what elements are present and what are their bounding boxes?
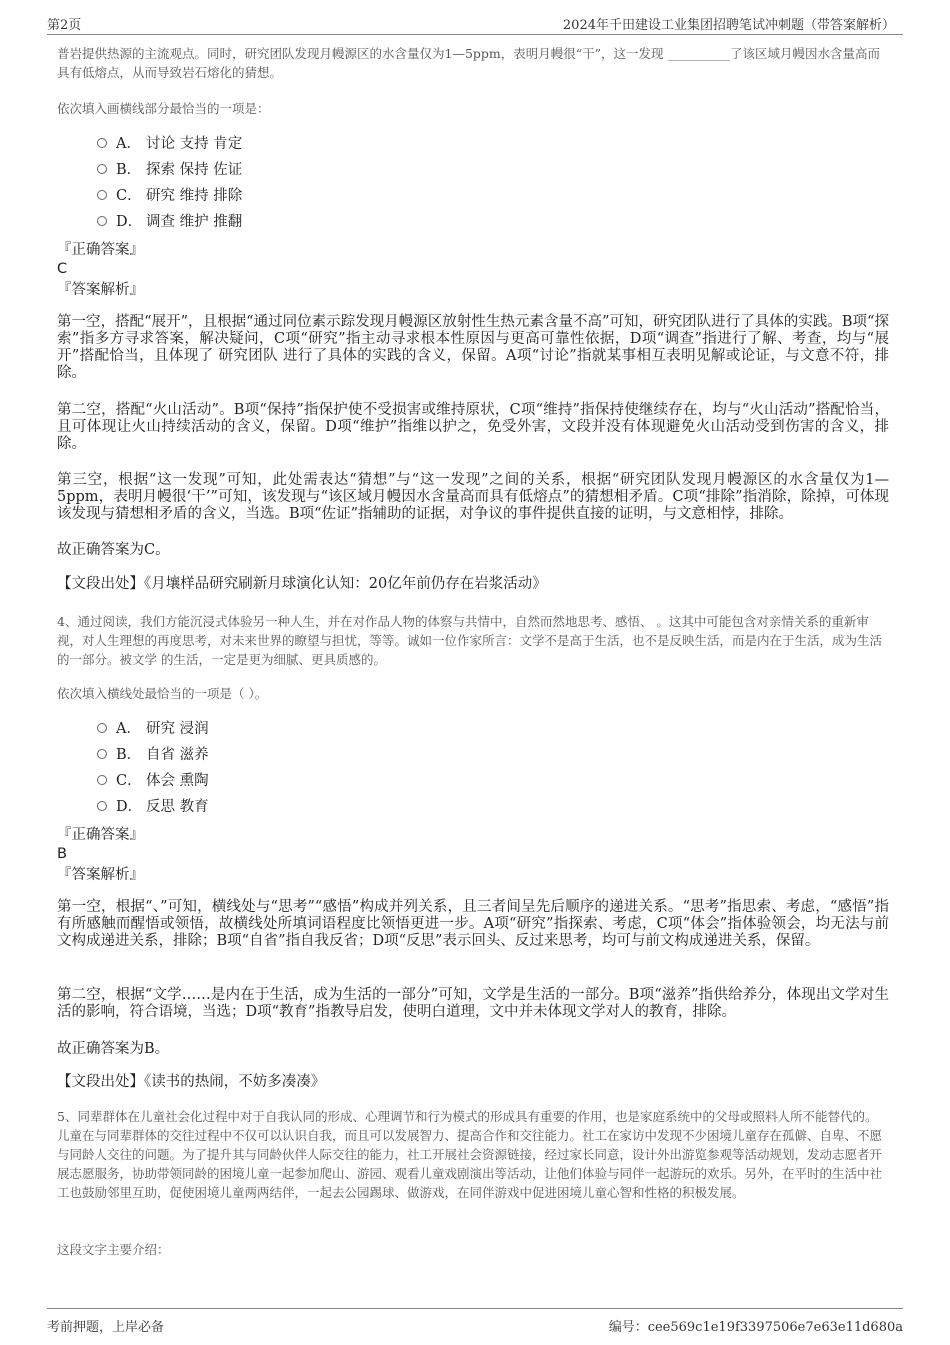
question-4-analysis-label: 『答案解析』 [57,867,144,883]
question-5-prompt: 这段文字主要介绍： [57,1242,170,1257]
page-footer [47,1308,903,1337]
question-3-option-c[interactable]: C． 研究 维持 排除 [97,186,242,206]
question-3-conclusion: 故正确答案为C。 [57,542,170,558]
question-4-source: 【文段出处】《读书的热闹，不妨多凑凑》 [57,1074,326,1090]
question-3-option-b[interactable]: B． 探索 保持 佐证 [97,160,242,180]
radio-icon[interactable] [97,723,107,733]
footer-slogan: 考前押题，上岸必备 [47,1320,165,1335]
question-3-prompt: 依次填入画横线部分最恰当的一项是： [57,101,270,116]
question-4-answer-label: 『正确答案』 [57,827,144,843]
question-4-analysis-1: 第一空，根据“、”可知，横线处与“思考”“感悟”构成并列关系，且三者间呈先后顺序的递进关系。“思考”指思索、考虑，“感悟”指有所感触而醒悟或领悟，故横线处所填词语程度比领悟更进一步。A项“研究”指探索、考虑，C项“体会”指体验领会，均无法与前文构成递进关系，排除；B项“自省”指自我反省；D项“反思”表示回头、反过来思考，均可与前文构成递进关系，保留。 [57,899,889,949]
radio-icon[interactable] [97,801,107,811]
question-3-analysis-label: 『答案解析』 [57,282,144,298]
question-4-option-d[interactable]: D． 反思 教育 [97,797,209,817]
radio-icon[interactable] [97,775,107,785]
document-code: 编号：cee569c1e19f3397506e7e63e11d680a [608,1320,903,1335]
question-4-option-b[interactable]: B． 自省 滋养 [97,745,209,765]
question-3-option-d[interactable]: D． 调查 维护 推翻 [97,212,242,232]
radio-icon[interactable] [97,749,107,759]
question-3-option-a[interactable]: A． 讨论 支持 肯定 [97,134,242,154]
question-3-analysis-3: 第三空，根据“这一发现”可知，此处需表达“猜想”与“这一发现”之间的关系，根据“研究团队发现月幔源区的水含量仅为1—5ppm，表明月幔很‘干’”可知，该发现与“该区域月幔因水含量高而具有低熔点”的猜想相矛盾。C项“排除”指消除，除掉，可体现该发现与猜想相矛盾的含义，当选。B项“佐证”指辅助的证据，对争议的事件提供直接的证明，与文意相悖，排除。 [57,472,889,522]
question-3-answer-label: 『正确答案』 [57,242,144,258]
radio-icon[interactable] [97,216,107,226]
question-3-text: 普岩提供热源的主流观点。同时，研究团队发现月幔源区的水含量仅为1—5ppm，表明月幔很“干”，这一发现 __________了该区域月幔因水含量高而具有低熔点，从而导致岩石熔化的猜想。 [57,46,881,80]
page-header [47,12,903,35]
question-4-conclusion: 故正确答案为B。 [57,1041,170,1057]
radio-icon[interactable] [97,190,107,200]
question-3-analysis-1: 第一空，搭配“展开”，且根据“通过同位素示踪发现月幔源区放射性生热元素含量不高”可知，研究团队进行了具体的实践。B项“探索”指多方寻求答案，解决疑问，C项“研究”指主动寻求根本性原因与更高可靠性依据，D项“调查”指进行了解、考查，均与“展开”搭配恰当，且体现了 研究团队 进行了具体的实践的含义，保留。A项“讨论”指就某事相互表明见解或论证，与文意不符，排除。 [57,314,889,381]
question-4-option-c[interactable]: C． 体会 熏陶 [97,771,209,791]
document-title: 2024年千田建设工业集团招聘笔试冲刺题（带答案解析） [562,18,895,33]
radio-icon[interactable] [97,138,107,148]
question-4-prompt: 依次填入横线处最恰当的一项是（ ）。 [57,686,268,701]
radio-icon[interactable] [97,164,107,174]
question-3-analysis-2: 第二空，搭配“火山活动”。B项“保持”指保护使不受损害或维持原状，C项“维持”指保持使继续存在，均与“火山活动”搭配恰当，且可体现让火山持续活动的含义，保留。D项“维护”指维以护之，免受外害，文段并没有体现避免火山活动受到伤害的含义，排除。 [57,402,889,452]
question-4-text: 4、通过阅读，我们方能沉浸式体验另一种人生，并在对作品人物的体察与共情中，自然而然地思考、感悟、 。这其中可能包含对亲情关系的重新审视，对人生理想的再度思考，对未来世界的瞭望与担忧，等等。诚如一位作家所言：文学不是高于生活，也不是反映生活，而是内在于生活，成为生活的一部分。被文学 的生活，一定是更为细腻、更具质感的。 [57,614,883,667]
question-4-option-a[interactable]: A． 研究 浸润 [97,719,209,739]
question-3-answer: C [57,261,68,277]
question-4-analysis-2: 第二空，根据“文学……是内在于生活，成为生活的一部分”可知，文学是生活的一部分。B项“滋养”指供给养分，体现出文学对生活的影响，符合语境，当选；D项“教育”指教导启发，使明白道理，文中并未体现文学对人的教育，排除。 [57,987,889,1020]
page-number: 第2页 [47,18,82,33]
question-4-answer: B [57,846,67,862]
question-3-source: 【文段出处】《月壤样品研究刷新月球演化认知：20亿年前仍存在岩浆活动》 [57,576,547,592]
question-5-text: 5、同辈群体在儿童社会化过程中对于自我认同的形成、心理调节和行为模式的形成具有重要的作用，也是家庭系统中的父母或照料人所不能替代的。儿童在与同辈群体的交往过程中不仅可以认识自我，而且可以发展智力、提高合作和交往能力。社工在家访中发现不少困境儿童存在孤僻、自卑、不愿与同龄人交往的问题。为了提升其与同龄伙伴人际交往的能力，社工开展社会资源链接，经过家长同意，设计外出游览参观等活动规划，发动志愿者开展志愿服务，协助带领同龄的困境儿童一起参加爬山、游园、观看儿童戏剧演出等活动，让他们体验与同伴一起游玩的欢乐。另外，在平时的生活中社工也鼓励邻里互助，促使困境儿童两两结伴，一起去公园踢球、做游戏，在同伴游戏中促进困境儿童心智和性格的积极发展。 [57,1109,883,1200]
